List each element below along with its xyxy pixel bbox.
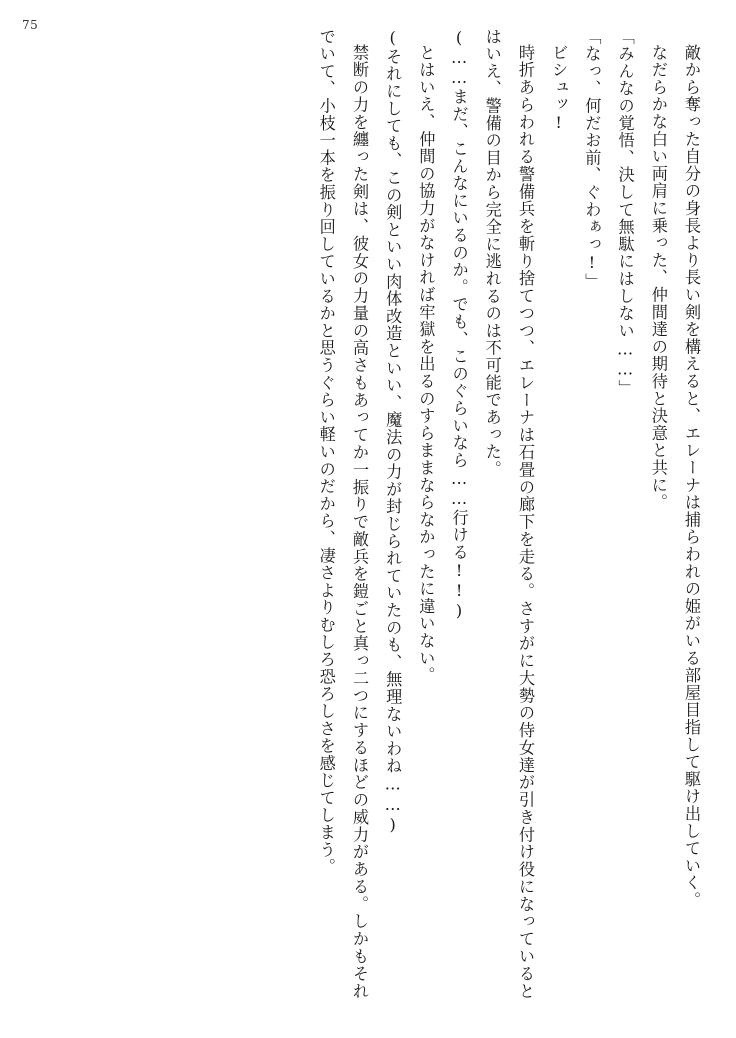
paragraph: 「みんなの覚悟、決して無駄にはしない……」	[615, 28, 635, 397]
paragraph: とはいえ、仲間の協力がなければ牢獄を出るのすらままならなかったに違いない。	[416, 44, 436, 685]
paragraph: 時折あらわれる警備兵を斬り捨てつつ、エレーナは石畳の廊下を走る。さすがに大勢の侍女達が引き付け役になっているとはいえ、警備の目から完全に逃れるのは不可能であった。	[482, 28, 535, 1000]
paragraph: 敵から奪った自分の身長より長い剣を構えると、エレーナは捕らわれの姫がいる部屋目指して駆け出していく。	[682, 44, 701, 910]
paragraph: (それにしても、この剣といい肉体改造といい、魔法の力が封じられていたのも、無理ないわね……)	[383, 28, 403, 835]
paragraph: (……まだ、こんなにいるのか。でも、このぐらいなら……行ける!!)	[449, 28, 469, 622]
paragraph: ビシュッ!	[549, 44, 569, 134]
paragraph: なだらかな白い両肩に乗った、仲間達の期待と決意と共に。	[648, 44, 668, 512]
page-number: 75	[22, 18, 39, 32]
paragraph: 禁断の力を纏った剣は、彼女の力量の高さもあってか一振りで敵兵を鎧ごと真っ二つにするほどの威力がある。しかもそれでいて、小枝一本を振り回しているかと思うぐらい軽いのだから、凄さよりむしろ恐ろしさを感じてしまう。	[316, 28, 369, 1000]
page-text-body	[30, 28, 708, 1000]
paragraph: 「なっ、何だお前、ぐわぁっ!」	[582, 28, 602, 291]
